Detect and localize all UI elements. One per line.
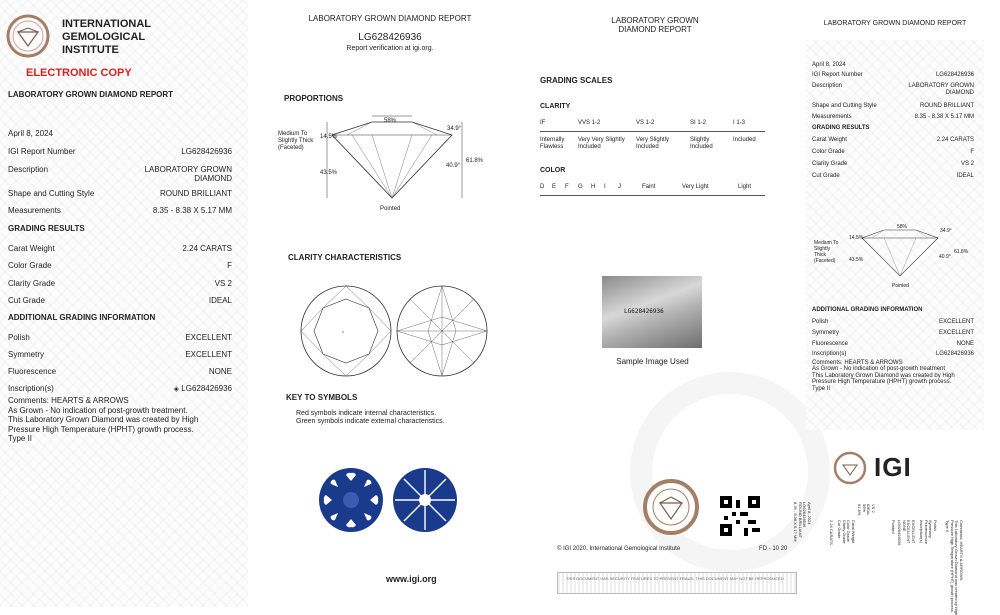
igi-website[interactable]: www.igi.org [386,574,437,584]
left-cut: Cut Grade IDEAL [8,296,232,305]
right-proportions-diagram [852,224,952,286]
left-date: April 8, 2024 [8,129,53,138]
scales-watermark [630,372,830,572]
arrows-image [392,467,458,533]
mini-col-3: Carat Weight Color Grade Clarity Grade Cut Grade [837,520,856,544]
right-prop-culet: Pointed [892,283,909,289]
left-grading-title: GRADING RESULTS [8,224,85,233]
prop-culet: Pointed [380,206,401,212]
qr-code-icon[interactable] [720,496,760,536]
right-description: Description LABORATORY GROWN DIAMOND [812,83,974,96]
security-footer-text: THIS DOCUMENT HAS SECURITY FEATURES TO PREVENT FRAUD. THIS DOCUMENT MAY NOT BE REPRODUCED. [566,576,785,581]
mini-col-5: Pointed [891,520,896,534]
prop-total-depth: 61.8% [466,158,484,164]
mini-col-6: EXCELLENT EXCELLENT NONE LG628426936 [897,520,916,546]
right-prop-girdle: Medium To Slightly Thick (Faceted) [814,240,839,264]
clarity-characteristics-title: CLARITY CHARACTERISTICS [288,253,402,262]
sample-inscription-text: LG628426936 [624,308,664,315]
right-color: Color Grade F [812,149,974,155]
security-footer [557,572,797,594]
prop-table: 58% [384,118,397,124]
mini-col-8: Comments: HEARTS & ARROWS This Laboratory Grown Diamond was created by High Pressure High Temperature (HPHT) growth process. Type II [945,520,964,615]
mid-report-number: LG628426936 [358,32,422,43]
right-prop-total-depth: 61.8% [954,249,969,255]
rotated-mini-report [793,500,983,615]
sample-caption: Sample Image Used [616,357,689,366]
mini-col-2: 2.24 CARATS [829,520,834,545]
right-additional-title: ADDITIONAL GRADING INFORMATION [812,307,923,313]
left-comments: Comments: HEARTS & ARROWS As Grown - No indication of post-growth treatment. This Laboratory Grown Diamond was created by High Pressure High Temperature (HPHT) growth process. Type II [8,396,199,443]
right-inscription: Inscription(s) LG628426936 [812,351,974,357]
hearts-image [318,467,384,533]
left-field-shape: Shape and Cutting Style ROUND BRILLIANT [8,189,232,198]
right-grading-title: GRADING RESULTS [812,125,870,131]
electronic-copy-label: ELECTRONIC COPY [26,67,132,79]
clarity-scale-line [540,131,765,132]
mid-report-title: LABORATORY GROWN DIAMOND REPORT [308,14,472,23]
prop-crown-height: 14.5% [320,134,338,140]
right-prop-pavilion-depth: 43.5% [849,257,864,263]
left-field-measurements: Measurements 8.35 - 8.38 X 5.17 MM [8,206,232,215]
right-report-number: IGI Report Number LG628426936 [812,72,974,78]
left-additional-title: ADDITIONAL GRADING INFORMATION [8,313,156,322]
left-color: Color Grade F [8,261,232,270]
key-to-symbols-title: KEY TO SYMBOLS [286,393,358,402]
right-title: LABORATORY GROWN DIAMOND REPORT [823,20,967,27]
prop-pavilion-depth: 43.5% [320,170,338,176]
prop-pavilion-angle: 40.9° [446,163,461,169]
right-prop-crown-height: 14.5% [849,235,864,241]
left-inscription: Inscription(s) ◈ LG628426936 [8,384,232,393]
clarity-plot-pavilion [394,283,490,379]
right-igi-logo: IGI [874,452,912,482]
color-scale-line [540,195,765,196]
mid-verification: Report verification at igi.org. [346,45,434,52]
right-cut: Cut Grade IDEAL [812,173,974,179]
left-carat: Carat Weight 2.24 CARATS [8,244,232,253]
clarity-scale-label: CLARITY [540,103,571,110]
mini-col-1: April 8, 2024 LG628426936 ROUND BRILLIANT 8.35 - 8.38 X 5.17 MM [793,502,812,542]
right-comments: Comments: HEARTS & ARROWS As Grown - No indication of post-growth treatment This Laboratory Grown Diamond was created by High Pressure High Temperature (HPHT) growth process. Type II [812,360,955,392]
left-symmetry: Symmetry EXCELLENT [8,350,232,359]
clarity-plot-crown [298,283,394,379]
scales-title: LABORATORY GROWN DIAMOND REPORT [611,16,699,34]
sample-inscription-image [602,276,702,348]
right-fluorescence: Fluorescence NONE [812,341,974,347]
igi-seal-icon [643,479,699,535]
right-igi-emblem-icon [833,451,867,485]
copyright: © IGI 2020, International Gemological Institute [557,546,681,552]
right-prop-pavilion-angle: 40.9° [939,254,951,260]
key-lines: Red symbols indicate internal characteristics. Green symbols indicate external characteristics. [296,410,445,425]
left-report-title: LABORATORY GROWN DIAMOND REPORT [8,90,174,99]
left-clarity: Clarity Grade VS 2 [8,279,232,288]
right-symmetry: Symmetry EXCELLENT [812,330,974,336]
left-polish: Polish EXCELLENT [8,333,232,342]
org-name: INTERNATIONAL GEMOLOGICAL INSTITUTE [62,18,152,56]
color-scale-label: COLOR [540,167,566,174]
mini-col-4: VS 2 IDEAL 58% 61.8% [857,504,876,516]
left-field-report-number: IGI Report Number LG628426936 [8,147,232,156]
grading-scales-title: GRADING SCALES [540,76,613,85]
prop-girdle: Medium To Slightly Thick (Faceted) [278,131,314,151]
proportions-title: PROPORTIONS [284,94,344,103]
right-clarity: Clarity Grade VS 2 [812,161,974,167]
svg-text:x: x [342,329,344,334]
prop-crown-angle: 34.9° [447,126,462,132]
right-measurements: Measurements 8.35 - 8.38 X 5.17 MM [812,114,974,120]
right-polish: Polish EXCELLENT [812,319,974,325]
right-date: April 8, 2024 [812,62,846,68]
left-field-description: Description LABORATORY GROWN DIAMOND [8,165,232,183]
form-code: FD - 10 20 [759,546,788,552]
right-prop-crown-angle: 34.9° [940,228,952,234]
igi-emblem-logo [6,14,50,58]
igi-inscription-icon: ◈ [173,386,180,393]
left-fluorescence: Fluorescence NONE [8,367,232,376]
right-prop-table: 58% [897,224,908,230]
right-carat: Carat Weight 2.24 CARATS [812,137,974,143]
mini-col-7: Polish Symmetry Fluorescence Inscription(s) [919,520,938,545]
right-shape: Shape and Cutting Style ROUND BRILLIANT [812,103,974,109]
